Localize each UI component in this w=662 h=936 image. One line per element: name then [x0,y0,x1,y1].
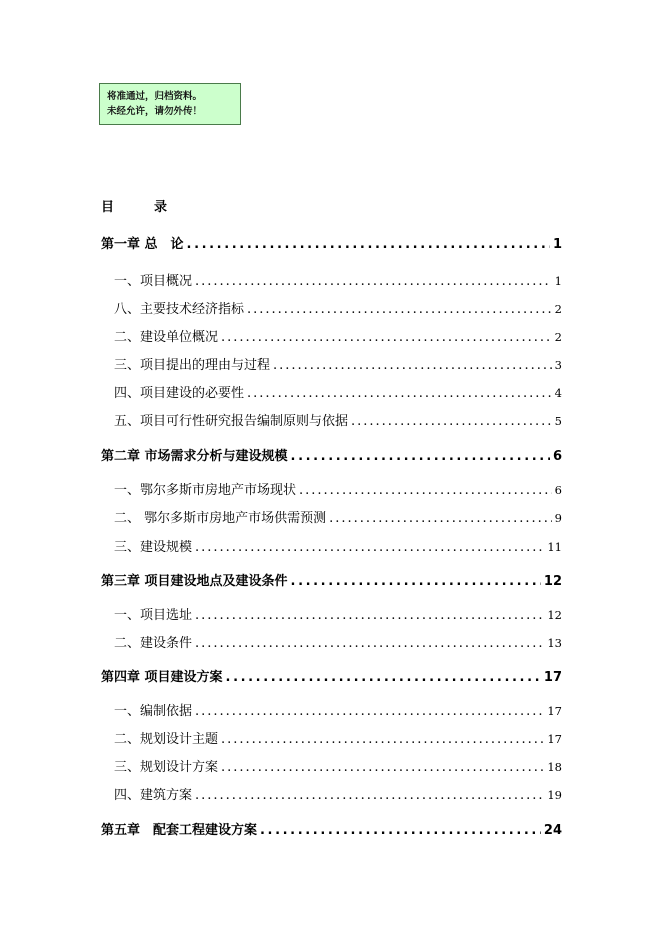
dot-leader [247,302,552,317]
toc-entry-page-number: 6 [554,483,562,497]
toc-section-entry[interactable] [101,536,562,555]
toc-chapter-entry[interactable] [101,819,562,838]
toc-entry-page-number: 19 [547,788,562,802]
toc-heading-left: 目 [101,200,115,215]
toc-entry-page-number: 18 [547,760,562,774]
toc-section-entry[interactable] [101,270,562,289]
dot-leader [273,358,552,373]
toc-section-entry[interactable] [101,382,562,401]
toc-section-entry[interactable] [101,354,562,373]
dot-leader [195,274,552,289]
toc-entry-label: 二、规划设计主题 [114,732,219,747]
toc-chapter-entry[interactable] [101,570,562,589]
toc-entry-page-number: 12 [543,574,562,589]
toc-entry-label: 三、建设规模 [114,540,193,555]
toc-section-entry[interactable] [101,410,562,429]
toc-section-entry[interactable] [101,632,562,651]
dot-leader [195,704,544,719]
toc-entry-page-number: 1 [552,237,562,252]
notice-line-2: 未经允许，请勿外传！ [107,106,203,117]
toc-entry-page-number: 13 [547,636,562,650]
toc-section-entry[interactable] [101,507,562,526]
dot-leader [187,237,550,252]
toc-entry-label: 五、项目可行性研究报告编制原则与依据 [114,414,349,429]
toc-entry-label: 一、编制依据 [114,704,193,719]
toc-entry-label: 一、鄂尔多斯市房地产市场现状 [114,483,297,498]
toc-section-entry[interactable] [101,784,562,803]
toc-entry-label: 第一章 总 论 [101,237,184,252]
toc-section-entry[interactable] [101,700,562,719]
toc-entry-label: 第二章 市场需求分析与建设规模 [101,449,288,464]
toc-section-entry[interactable] [101,728,562,747]
toc-chapter-entry[interactable] [101,233,562,252]
dot-leader [195,788,544,803]
toc-entry-page-number: 12 [547,608,562,622]
toc-entry-label: 三、项目提出的理由与过程 [114,358,271,373]
toc-entry-page-number: 24 [543,823,562,838]
dot-leader [226,670,541,685]
toc-entry-label: 四、建筑方案 [114,788,193,803]
toc-entry-page-number: 6 [552,449,562,464]
toc-entry-page-number: 1 [554,274,562,288]
dot-leader [221,760,544,775]
toc-chapter-entry[interactable] [101,445,562,464]
dot-leader [291,574,541,589]
toc-section-entry[interactable] [101,479,562,498]
toc-entry-page-number: 17 [547,704,562,718]
toc-entry-page-number: 17 [543,670,562,685]
toc-heading-right: 录 [154,200,168,215]
dot-leader [299,483,552,498]
toc-entry-label: 第四章 项目建设方案 [101,670,223,685]
dot-leader [329,511,552,526]
toc-entry-label: 四、项目建设的必要性 [114,386,245,401]
toc-entry-page-number: 4 [554,386,562,400]
toc-entry-page-number: 5 [554,414,562,428]
dot-leader [221,330,552,345]
toc-section-entry[interactable] [101,756,562,775]
toc-entry-label: 第五章 配套工程建设方案 [101,823,258,838]
toc-section-entry[interactable] [101,604,562,623]
confidential-notice [99,83,241,125]
toc-entry-label: 二、建设单位概况 [114,330,219,345]
toc-entry-label: 二、 鄂尔多斯市房地产市场供需预测 [114,511,327,526]
toc-chapter-entry[interactable] [101,666,562,685]
toc-entry-page-number: 17 [547,732,562,746]
toc-entry-label: 一、项目概况 [114,274,193,289]
dot-leader [260,823,541,838]
dot-leader [221,732,544,747]
toc-entry-label: 三、规划设计方案 [114,760,219,775]
dot-leader [351,414,552,429]
toc-entry-label: 八、主要技术经济指标 [114,302,245,317]
toc-entry-page-number: 2 [554,302,562,316]
toc-entry-page-number: 11 [547,540,562,554]
toc-entry-page-number: 3 [554,358,562,372]
dot-leader [195,636,544,651]
toc-section-entry[interactable] [101,326,562,345]
toc-entry-label: 一、项目选址 [114,608,193,623]
toc-section-entry[interactable] [101,298,562,317]
dot-leader [247,386,552,401]
dot-leader [291,449,550,464]
notice-line-1: 将准通过，归档资料。 [107,91,203,102]
dot-leader [195,608,544,623]
toc-entry-page-number: 2 [554,330,562,344]
toc-entry-label: 二、建设条件 [114,636,193,651]
toc-entry-page-number: 9 [554,511,562,525]
toc-heading [101,196,167,215]
toc-entry-label: 第三章 项目建设地点及建设条件 [101,574,288,589]
dot-leader [195,540,544,555]
